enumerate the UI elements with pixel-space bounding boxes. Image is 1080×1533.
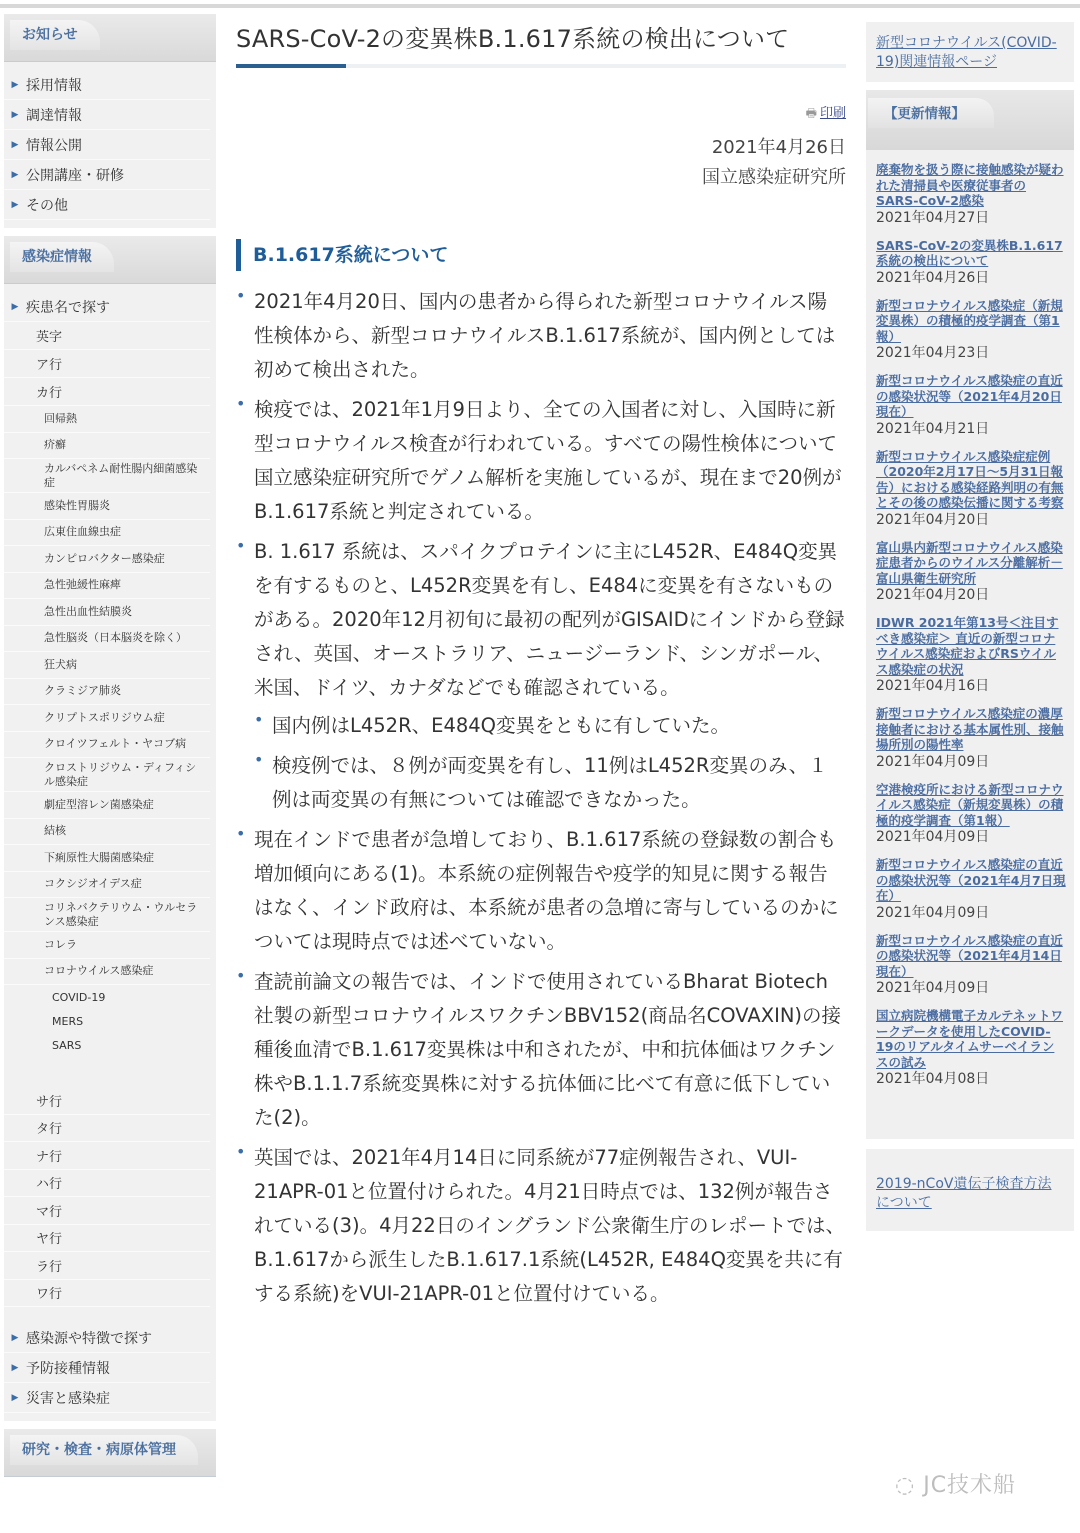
top-divider xyxy=(0,4,1080,8)
group-ta[interactable]: タ行 xyxy=(4,1115,210,1143)
main-content xyxy=(236,22,846,1317)
covid-info-box xyxy=(866,22,1074,82)
nav-search-by-name[interactable]: ▶ 疾患名で探す xyxy=(4,292,210,322)
triangle-right-icon: ▶ xyxy=(11,1362,19,1373)
update-date: 2021年04月16日 xyxy=(876,678,990,694)
print-link-row xyxy=(236,102,846,125)
covid-info-link[interactable]: 新型コロナウイルス(COVID-19)関連情報ページ xyxy=(876,35,1057,70)
nav-vaccination[interactable]: ▶ 予防接種情報 xyxy=(4,1353,210,1383)
nav-item-other[interactable]: ▶ その他 xyxy=(4,190,210,220)
notices-box xyxy=(4,14,216,228)
group-sa[interactable]: サ行 xyxy=(4,1087,210,1115)
right-sidebar xyxy=(866,22,1074,1231)
update-item xyxy=(876,615,1066,695)
update-link[interactable]: 新型コロナウイルス感染症の直近の感染状況等（2021年4月20日現在） xyxy=(876,373,1063,419)
disease-link[interactable]: コレラ xyxy=(4,932,210,959)
update-link[interactable]: 新型コロナウイルス感染症（新規変異株）の積極的疫学調査（第1報） xyxy=(876,297,1063,344)
section-heading: B.1.617系統について xyxy=(236,239,846,271)
update-link[interactable]: 富山県内新型コロナウイルス感染症患者からのウイルス分離解析－富山県衛生研究所 xyxy=(876,539,1063,586)
update-link[interactable]: 廃棄物を扱う際に接触感染が疑われた清掃員や医療従事者のSARS-CoV-2感染 xyxy=(876,162,1064,208)
group-ma[interactable]: マ行 xyxy=(4,1197,210,1225)
disease-link[interactable]: 疥癬 xyxy=(4,433,210,460)
group-ka[interactable]: カ行 xyxy=(4,378,210,406)
update-date: 2021年04月09日 xyxy=(876,904,990,921)
update-item xyxy=(876,782,1066,847)
nav-item-procurement[interactable]: ▶ 調達情報 xyxy=(4,100,210,130)
triangle-right-icon: ▶ xyxy=(11,1392,19,1403)
bullet-uk: • 英国では、2021年4月14日に同系統が77症例報告され、VUI-21APR-01と位置付けられた。4月21日時点では、132例が報告されている(3)。4月22日のイングランド公衆衛生庁のレポートでは、B.1.617から派生したB.1.617.1系統(L452R, E484Q変異を共に有する系統)をVUI-21APR-01と位置付けている。 xyxy=(236,1141,846,1311)
update-date: 2021年04月27日 xyxy=(876,209,990,226)
update-date: 2021年04月08日 xyxy=(876,1071,990,1087)
update-item xyxy=(876,706,1066,771)
bullet-vaccine: • 査読前論文の報告では、インドで使用されているBharat Biotech 社製の新型コロナウイルスワクチンBBV152(商品名COVAXIN)の接種後血清でB.1.617変異株は中和されたが、中和抗体価はワクチン株やB.1.1.7系統変異株に対する抗体価に比べて有意に低下していた(2)。 xyxy=(236,965,846,1135)
triangle-right-icon: ▶ xyxy=(11,109,19,120)
research-header[interactable]: 研究・検査・病原体管理 xyxy=(10,1435,198,1465)
notices-header: お知らせ xyxy=(10,20,100,50)
update-item xyxy=(876,162,1066,227)
watermark: ◌ JC技术船 xyxy=(895,1473,1017,1498)
update-item xyxy=(876,373,1066,438)
update-date: 2021年04月20日 xyxy=(876,511,990,528)
triangle-right-icon: ▶ xyxy=(11,199,19,210)
disease-link[interactable]: コリネバクテリウム・ウルセランス感染症 xyxy=(4,898,210,932)
nav-search-by-source[interactable]: ▶ 感染源や特徴で探す xyxy=(4,1323,210,1353)
research-box xyxy=(4,1429,216,1477)
disease-link[interactable]: 感染性胃腸炎 xyxy=(4,493,210,520)
left-sidebar xyxy=(4,14,216,1485)
disease-link[interactable]: コクシジオイデス症 xyxy=(4,872,210,899)
group-na[interactable]: ナ行 xyxy=(4,1142,210,1170)
update-date: 2021年04月26日 xyxy=(876,269,990,286)
update-date: 2021年04月21日 xyxy=(876,420,990,437)
disease-link[interactable]: 狂犬病 xyxy=(4,652,210,679)
publish-date: 2021年4月26日 xyxy=(711,137,846,158)
bullet-mutations: • B. 1.617 系統は、スパイクプロテインに主にL452R、E484Q変異を有するものと、L452R変異を有し、E484に変異を有さないものがある。2020年12月初旬に最初の配列がGISAIDにインドから登録され、英国、オーストラリア、ニュージーランド、シンガポール、米国、ドイツ、カナダなどでも確認されている。 • 国内例はL452R、E484Q変異をともに有していた。 • 検疫例では、８例が両変異を有し、11例はL452R変異のみ、１例は両変異の有無については確認できなかった。 xyxy=(236,535,846,817)
printer-icon: 🖶 xyxy=(805,106,817,120)
infection-box xyxy=(4,236,216,1421)
update-item xyxy=(876,857,1066,922)
update-item xyxy=(876,449,1066,529)
update-link[interactable]: SARS-CoV-2の変異株B.1.617系統の検出について xyxy=(876,237,1063,268)
group-ya[interactable]: ヤ行 xyxy=(4,1225,210,1253)
disease-link[interactable]: 劇症型溶レン菌感染症 xyxy=(4,792,210,819)
triangle-right-icon: ▶ xyxy=(11,79,19,90)
update-date: 2021年04月09日 xyxy=(876,829,990,845)
update-date: 2021年04月23日 xyxy=(876,345,990,361)
sub-bullet-domestic: • 国内例はL452R、E484Q変異をともに有していた。 xyxy=(254,709,846,743)
bullet-quarantine: • 検疫では、2021年1月9日より、全ての入国者に対し、入国時に新型コロナウイルス検査が行われている。すべての陽性検体について国立感染症研究所でゲノム解析を実施しているが、現在まで20例がB.1.617系統と判定されている。 xyxy=(236,393,846,529)
disease-link[interactable]: クリプトスポリジウム症 xyxy=(4,705,210,732)
pcr-method-box xyxy=(866,1149,1074,1231)
disease-link[interactable]: 急性弛緩性麻痺 xyxy=(4,573,210,600)
update-item xyxy=(876,298,1066,363)
update-item xyxy=(876,540,1066,605)
wechat-icon: ◌ xyxy=(895,1473,924,1498)
update-item xyxy=(876,238,1066,287)
pcr-method-link[interactable]: 2019-nCoV遺伝子検査方法について xyxy=(876,1176,1052,1211)
disease-link[interactable]: 急性脳炎（日本脳炎を除く） xyxy=(4,626,210,653)
nav-item-recruit[interactable]: ▶ 採用情報 xyxy=(4,70,210,100)
updates-box xyxy=(866,90,1074,1139)
group-alpha[interactable]: 英字 xyxy=(4,322,210,350)
disease-link[interactable]: クロイツフェルト・ヤコブ病 xyxy=(4,732,210,759)
update-date: 2021年04月09日 xyxy=(876,980,990,996)
disease-link[interactable]: 回帰熱 xyxy=(4,406,210,433)
triangle-right-icon: ▶ xyxy=(11,169,19,180)
update-link[interactable]: 新型コロナウイルス感染症の直近の感染状況等（2021年4月7日現在） xyxy=(876,857,1066,903)
nav-item-lectures[interactable]: ▶ 公開講座・研修 xyxy=(4,160,210,190)
update-item xyxy=(876,933,1066,998)
update-link[interactable]: IDWR 2021年第13号＜注目すべき感染症＞ 直近の新型コロナウイルス感染症およびRSウイルス感染症の状況 xyxy=(876,615,1059,677)
update-link[interactable]: 新型コロナウイルス感染症症例（2020年2月17日～5月31日報告）における感染経路判明の有無とその後の感染伝播に関する考察 xyxy=(876,448,1064,510)
disease-link[interactable]: カンピロバクター感染症 xyxy=(4,546,210,573)
corona-link-sars[interactable]: SARS xyxy=(52,1038,82,1052)
update-item xyxy=(876,1008,1066,1088)
disease-link-coronavirus[interactable]: コロナウイルス感染症 xyxy=(4,959,210,986)
triangle-right-icon: ▶ xyxy=(11,1332,19,1343)
sub-bullet-quarantine: • 検疫例では、８例が両変異を有し、11例はL452R変異のみ、１例は両変異の有無については確認できなかった。 xyxy=(254,749,846,817)
disease-link[interactable]: 広東住血線虫症 xyxy=(4,520,210,547)
disease-link[interactable]: クロストリジウム・ディフィシル感染症 xyxy=(4,758,210,792)
article-bullets xyxy=(236,285,846,1311)
update-link[interactable]: 空港検疫所における新型コロナウイルス感染症（新規変異株）の積極的疫学調査（第1報） xyxy=(876,781,1064,828)
disease-link[interactable]: 結核 xyxy=(4,819,210,846)
update-link[interactable]: 新型コロナウイルス感染症の直近の感染状況等（2021年4月14日現在） xyxy=(876,932,1063,979)
update-link[interactable]: 国立病院機構電子カルテネットワークデータを使用したCOVID-19のリアルタイムサーベイランスの試み xyxy=(876,1008,1064,1070)
title-underline xyxy=(236,64,846,68)
page-title: SARS-CoV-2の変異株B.1.617系統の検出について xyxy=(236,25,790,53)
update-date: 2021年04月09日 xyxy=(876,753,990,770)
triangle-right-icon: ▶ xyxy=(11,301,19,312)
update-link[interactable]: 新型コロナウイルス感染症の濃厚接触者における基本属性別、接触場所別の陽性率 xyxy=(876,706,1064,752)
disease-link[interactable]: クラミジア肺炎 xyxy=(4,679,210,706)
bullet-domestic-detection: • 2021年4月20日、国内の患者から得られた新型コロナウイルス陽性検体から、新型コロナウイルスB.1.617系統が、国内例としては初めて検出された。 xyxy=(236,285,846,387)
group-wa[interactable]: ワ行 xyxy=(4,1280,210,1308)
group-ha[interactable]: ハ行 xyxy=(4,1170,210,1198)
bullet-india: • 現在インドで患者が急増しており、B.1.617系統の登録数の割合も増加傾向にある(1)。本系統の症例報告や疫学的知見に関する報告はなく、インド政府は、本系統が患者の急増に寄与しているのかについては現時点では述べていない。 xyxy=(236,823,846,959)
disease-link[interactable]: 下痢原性大腸菌感染症 xyxy=(4,845,210,872)
infection-header: 感染症情報 xyxy=(10,242,114,272)
print-link[interactable]: 印刷 xyxy=(819,106,846,121)
corona-link-mers[interactable]: MERS xyxy=(52,1014,84,1028)
update-date: 2021年04月20日 xyxy=(876,587,990,603)
group-a[interactable]: ア行 xyxy=(4,350,210,378)
disease-link[interactable]: カルバペネム耐性腸内細菌感染症 xyxy=(4,459,210,493)
corona-link-covid19[interactable]: COVID-19 xyxy=(52,990,106,1004)
publisher: 国立感染症研究所 xyxy=(702,167,846,188)
updates-header: 【更新情報】 xyxy=(868,98,994,128)
nav-disaster[interactable]: ▶ 災害と感染症 xyxy=(4,1383,210,1413)
triangle-right-icon: ▶ xyxy=(11,139,19,150)
group-ra[interactable]: ラ行 xyxy=(4,1252,210,1280)
nav-item-disclosure[interactable]: ▶ 情報公開 xyxy=(4,130,210,160)
disease-link[interactable]: 急性出血性結膜炎 xyxy=(4,599,210,626)
